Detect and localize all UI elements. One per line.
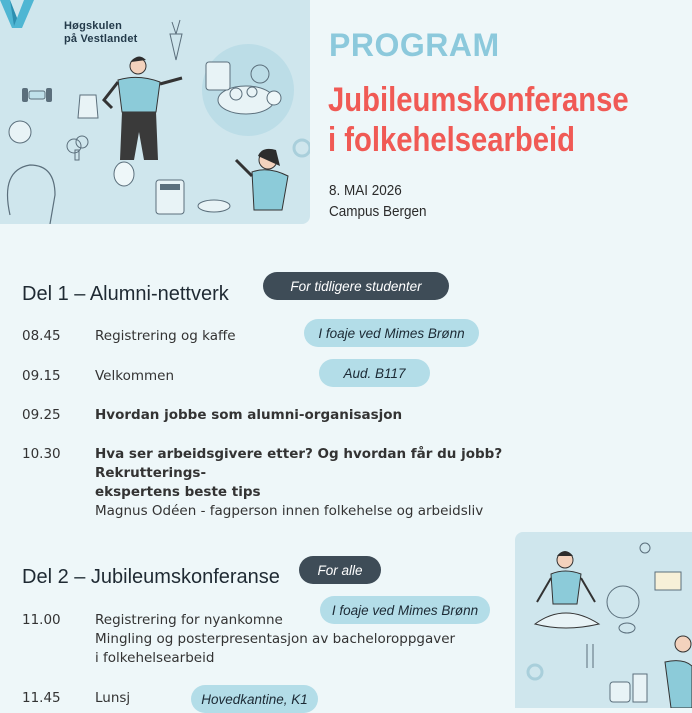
location-badge-mimes: I foaje ved Mimes Brønn — [304, 319, 479, 347]
conference-title — [328, 80, 638, 160]
time-1145: 11.45 — [22, 690, 61, 706]
part1-audience-badge: For tidligere studenter — [263, 272, 449, 300]
logo-line2: på Vestlandet — [64, 33, 138, 45]
item-welcome: Velkommen — [95, 368, 175, 384]
part2-audience-badge: For alle — [299, 556, 381, 584]
location-badge-canteen: Hovedkantine, K1 — [191, 685, 318, 713]
time-0915: 09.15 — [22, 368, 61, 384]
talk-title-line2: ekspertens beste tips — [95, 484, 261, 500]
part2-title: Del 2 – Jubileumskonferanse — [22, 566, 280, 588]
event-date: 8. MAI 2026 — [329, 182, 402, 199]
item-lunch: Lunsj — [95, 690, 131, 706]
item-registration-coffee: Registrering og kaffe — [95, 328, 236, 344]
mingling-line2: Mingling og posterpresentasjon av bacheloroppgaver — [95, 631, 456, 647]
time-0925: 09.25 — [22, 407, 61, 423]
hvl-logo-icon — [0, 0, 34, 28]
logo-line1: Høgskulen — [64, 20, 123, 32]
mingling-line3: i folkehelsearbeid — [95, 650, 215, 666]
item-alumni-organisation: Hvordan jobbe som alumni-organisasjon — [95, 407, 403, 423]
time-0845: 08.45 — [22, 328, 61, 344]
yoga-illustration — [515, 532, 692, 708]
item-recruitment-talk — [95, 445, 595, 521]
location-badge-aud: Aud. B117 — [319, 359, 430, 387]
part1-title: Del 1 – Alumni-nettverk — [22, 283, 229, 305]
hero-illustration — [0, 0, 310, 224]
mingling-line1: Registrering for nyankomne — [95, 612, 283, 628]
title-line2: i folkehelsearbeid — [328, 121, 576, 159]
event-place: Campus Bergen — [329, 203, 427, 220]
time-1030: 10.30 — [22, 446, 61, 462]
time-1100: 11.00 — [22, 612, 61, 628]
title-line1: Jubileumskonferanse — [328, 81, 629, 119]
talk-title-line1: Hva ser arbeidsgivere etter? Og hvordan får du jobb? Rekrutterings- — [95, 446, 503, 481]
location-badge-mimes-2: I foaje ved Mimes Brønn — [320, 596, 490, 624]
health-illustration — [0, 0, 310, 224]
hvl-logo-text — [64, 20, 138, 46]
yoga-figure-icon — [515, 532, 692, 708]
talk-speaker: Magnus Odéen - fagperson innen folkehelse og arbeidsliv — [95, 503, 484, 519]
program-heading: PROGRAM — [329, 27, 500, 63]
